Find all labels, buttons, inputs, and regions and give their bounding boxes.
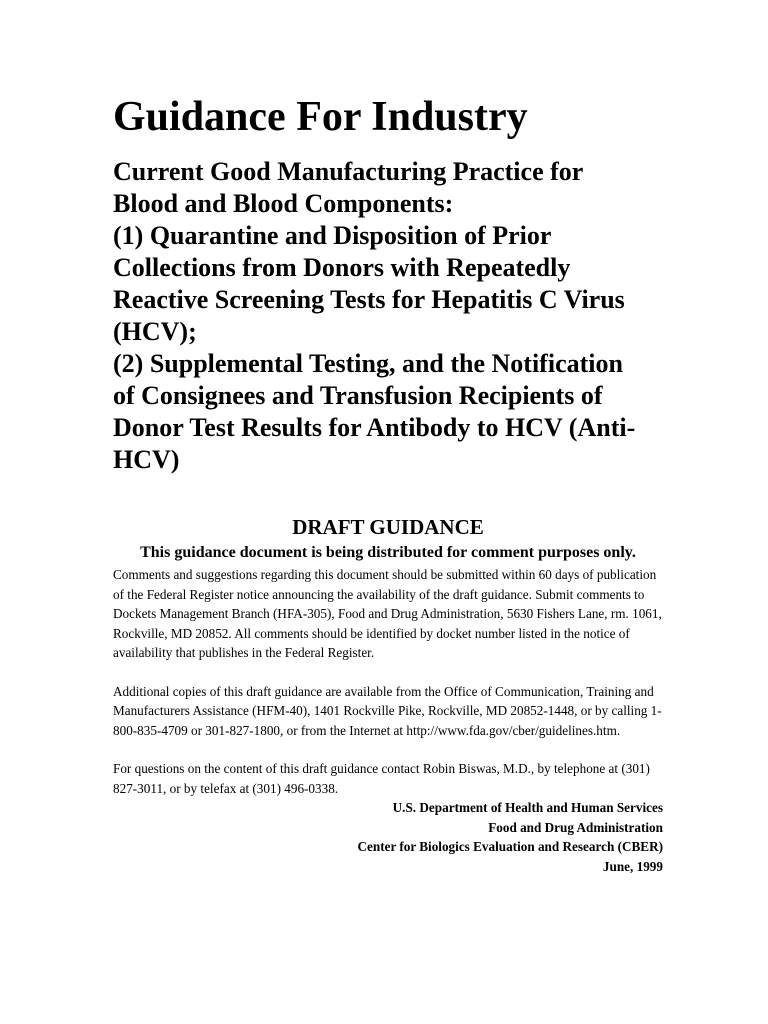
- copies-paragraph: Additional copies of this draft guidance are available from the Office of Communication, Training and Manufacturers Assistance (HFM-40), 1401 Rockville Pike, Rockville, MD 20852-1448, or by calling 1-800-835-4709 or 301-827-1800, or from the Internet at http://www.fda.gov/cber/guidelines.htm.: [113, 683, 662, 738]
- draft-guidance-note: This guidance document is being distributed for comment purposes only.: [140, 544, 636, 562]
- draft-guidance-heading: DRAFT GUIDANCE: [292, 515, 484, 540]
- comments-paragraph: Comments and suggestions regarding this document should be submitted within 60 days of publication of the Federal Register notice announcing the availability of the draft guidance. Submit comments to Dockets Management Branch (HFA-305), Food and Drug Administration, 5630 Fishers Lane, rm. 1061, Rockville, MD 20852. All comments should be identified by docket number listed in the notice of availability that publishes in the Federal Register.: [113, 567, 662, 661]
- signature-block: [113, 798, 663, 876]
- signature-agency: Food and Drug Administration: [488, 819, 663, 835]
- signature-department: U.S. Department of Health and Human Services: [392, 800, 663, 816]
- document-subtitle: Current Good Manufacturing Practice for Blood and Blood Components: (1) Quarantine and Disposition of Prior Collections from Donors with Repeatedly Reactive Screening Tests for Hepatitis C Virus (HCV); (2) Supplemental Testing, and the Notification of Consignees and Transfusion Recipients of Donor Test Results for Antibody to HCV (Anti- HCV): [113, 157, 636, 475]
- document-page: [113, 92, 663, 876]
- signature-center: Center for Biologics Evaluation and Research (CBER): [357, 839, 663, 855]
- document-title: Guidance For Industry: [113, 94, 528, 140]
- signature-date: June, 1999: [602, 858, 663, 874]
- contact-paragraph: For questions on the content of this draft guidance contact Robin Biswas, M.D., by telephone at (301) 827-3011, or by telefax at (301) 496-0338.: [113, 761, 650, 796]
